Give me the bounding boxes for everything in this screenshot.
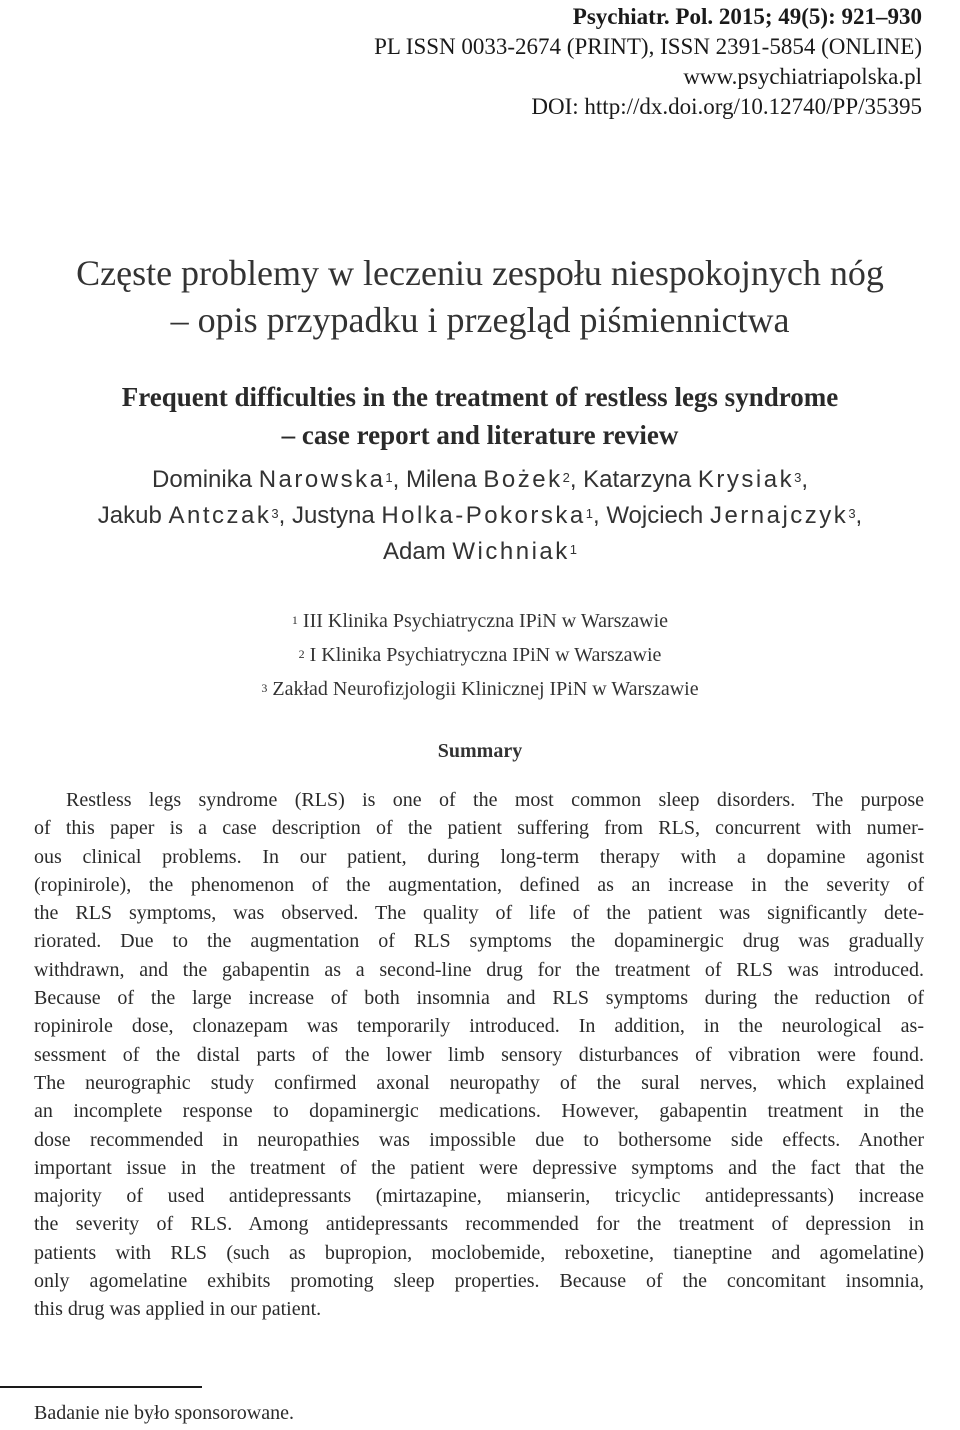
abstract-line: Restless legs syndrome (RLS) is one of the most common sleep disorders. The purpose: [66, 789, 924, 811]
abstract-line: ropinirole dose, clonazepam was temporarily introduced. In addition, in the neurological as-: [34, 1015, 924, 1038]
author: Jakub Antczak$^3$,: [97, 502, 286, 529]
summary-heading: Summary: [437, 740, 523, 762]
abstract-line: Because of the large increase of both insomnia and RLS symptoms during the reduction of: [34, 987, 924, 1010]
abstract-line: withdrawn, and the gabapentin as a second-line drug for the treatment of RLS was introduced.: [34, 958, 924, 981]
abstract-text: [34, 786, 924, 1324]
footnote: Badanie nie było sponsorowane.: [34, 1402, 294, 1424]
journal-header: [374, 2, 922, 122]
affiliation-marker: 2: [562, 470, 570, 485]
abstract-line: majority of used antidepressants (mirtazapine, mianserin, tricyclic antidepressants) increase: [34, 1185, 924, 1208]
author: Justyna Holka-Pokorska$^1$,: [291, 502, 600, 529]
journal-doi[interactable]: DOI: http://dx.doi.org/10.12740/PP/35395: [531, 94, 922, 119]
affiliation-number: 3: [261, 681, 268, 695]
abstract-line: riorated. Due to the augmentation of RLS symptoms the dopaminergic drug was gradually: [34, 930, 924, 953]
abstract-line: of this paper is a case description of the patient suffering from RLS, concurrent with numer-: [34, 817, 924, 840]
affiliation-list: [0, 604, 960, 706]
author-line: [0, 462, 960, 498]
abstract-line: the RLS symptoms, was observed. The quality of life of the patient was significantly dete-: [34, 902, 924, 925]
abstract-line: dose recommended in neuropathies was impossible due to bothersome side effects. Another: [34, 1128, 924, 1151]
abstract-line: the severity of RLS. Among antidepressants recommended for the treatment of depression in: [34, 1213, 924, 1236]
author-line: [0, 534, 960, 570]
author: Dominika Narowska$^1$,: [152, 466, 400, 493]
affiliation: $^2$ I Klinika Psychiatryczna IPiN w Warszawie: [298, 644, 662, 666]
journal-issn: PL ISSN 0033-2674 (PRINT), ISSN 2391-5854 (ONLINE): [374, 34, 922, 59]
abstract-line: an incomplete response to dopaminergic medications. However, gabapentin treatment in the: [34, 1100, 924, 1123]
affiliation-marker: 3: [848, 506, 856, 521]
footnote-divider: [0, 1386, 202, 1388]
abstract-line: (ropinirole), the phenomenon of the augmentation, defined as an increase in the severity of: [34, 873, 924, 896]
affiliation-marker: 3: [794, 470, 802, 485]
title-polish: [0, 250, 960, 344]
author-list: [0, 462, 960, 570]
author: Adam Wichniak$^1$: [383, 538, 577, 565]
abstract-line: this drug was applied in our patient.: [34, 1298, 322, 1321]
affiliation-marker: 1: [585, 506, 593, 521]
abstract-line: ous clinical problems. In our patient, during long-term therapy with a dopamine agonist: [34, 845, 924, 868]
affiliation-marker: 1: [569, 542, 577, 557]
affiliation-marker: 1: [385, 470, 393, 485]
title-english-line: – case report and literature review: [281, 420, 679, 450]
author: Katarzyna Krysiak$^3$,: [583, 466, 808, 493]
author-line: [0, 498, 960, 534]
author: Milena Bożek$^2$,: [406, 466, 577, 493]
affiliation: $^3$ Zakład Neurofizjologii Klinicznej IPiN w Warszawie: [261, 678, 699, 700]
affiliation-number: 2: [298, 647, 305, 661]
abstract-line: important issue in the treatment of the patient were depressive symptoms and the fact that the: [34, 1156, 924, 1179]
abstract-line: only agomelatine exhibits promoting sleep properties. Because of the concomitant insomnia,: [34, 1270, 924, 1293]
title-english: [0, 378, 960, 454]
abstract-line: patients with RLS (such as bupropion, moclobemide, reboxetine, tianeptine and agomelatine): [34, 1241, 924, 1264]
abstract-line: The neurographic study confirmed axonal neuropathy of the sural nerves, which explained: [34, 1071, 924, 1094]
affiliation-marker: 3: [271, 506, 279, 521]
title-english-line: Frequent difficulties in the treatment of restless legs syndrome: [121, 382, 839, 412]
title-polish-line: – opis przypadku i przegląd piśmiennictwa: [170, 300, 790, 340]
abstract-line: sessment of the distal parts of the lower limb sensory disturbances of vibration were found.: [34, 1043, 924, 1066]
author: Wojciech Jernajczyk$^3$,: [606, 502, 863, 529]
journal-citation: Psychiatr. Pol. 2015; 49(5): 921–930: [572, 4, 922, 29]
title-polish-line: Częste problemy w leczeniu zespołu niespokojnych nóg: [76, 253, 884, 293]
journal-website[interactable]: www.psychiatriapolska.pl: [683, 64, 922, 89]
affiliation: $^1$ III Klinika Psychiatryczna IPiN w Warszawie: [291, 610, 669, 632]
affiliation-number: 1: [291, 613, 298, 627]
